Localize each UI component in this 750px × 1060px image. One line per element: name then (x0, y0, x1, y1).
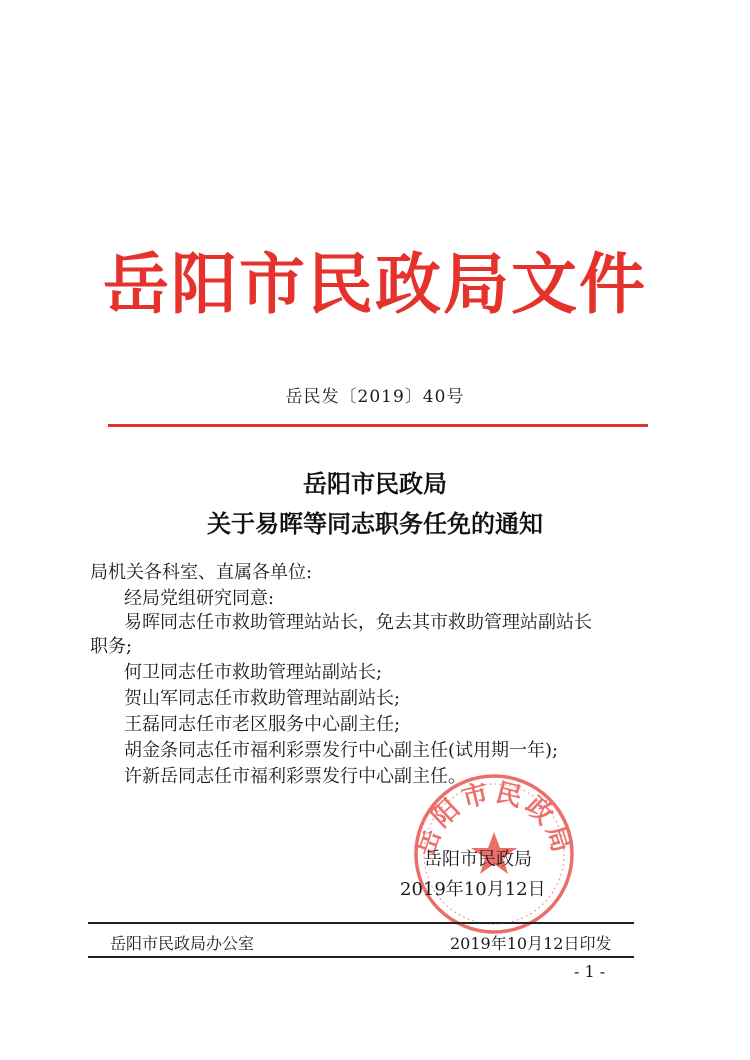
page-number: - 1 - (574, 962, 606, 981)
issue-date: 2019年10月12日 (400, 879, 546, 900)
print-date: 2019年10月12日印发 (450, 934, 612, 953)
footer-bottom-rule (88, 956, 634, 958)
body-intro: 经局党组研究同意: (124, 588, 275, 609)
issuer-signature: 岳阳市民政局 (424, 849, 532, 870)
document-number: 岳民发〔2019〕40号 (285, 387, 465, 407)
document-title-issuer: 岳阳市民政局 (303, 470, 447, 498)
appointment-item: 胡金条同志任市福利彩票发行中心副主任(试用期一年); (124, 740, 559, 761)
appointment-item: 易晖同志任市救助管理站站长，免去其市救助管理站副站长 (124, 612, 592, 633)
document-masthead: 岳阳市民政局文件 (103, 246, 647, 323)
appointment-item: 何卫同志任市救助管理站副站长; (124, 662, 383, 683)
appointment-item-continuation: 职务; (90, 636, 133, 657)
salutation: 局机关各科室、直属各单位: (90, 562, 313, 583)
appointment-item: 贺山军同志任市救助管理站副站长; (124, 688, 401, 709)
appointment-item: 许新岳同志任市福利彩票发行中心副主任。 (124, 766, 466, 787)
document-title: 关于易晖等同志职务任免的通知 (207, 510, 543, 538)
appointment-item: 王磊同志任市老区服务中心副主任; (124, 714, 401, 735)
seal-text: 岳阳市民政局 (410, 777, 578, 860)
red-separator-line (108, 424, 648, 427)
footer-top-rule (88, 922, 634, 924)
issuing-office: 岳阳市民政局办公室 (110, 934, 255, 953)
